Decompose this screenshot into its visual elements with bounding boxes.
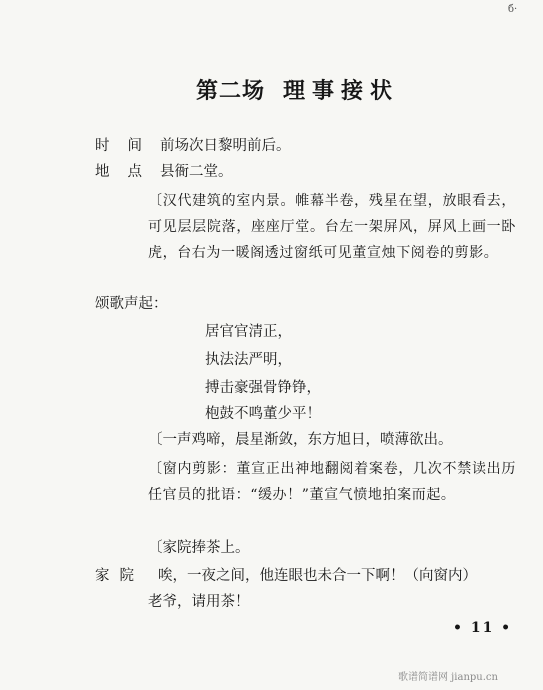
place-text: 县衙二堂。 xyxy=(160,164,233,180)
stage-direction-text: 〔汉代建筑的室内景。帷幕半卷，残星在望，放眼看去，可见层层院落，座座厅堂。台左一架屏风，屏风上画一卧虎，台右为一暖阁透过窗纸可见董宣烛下阅卷的剪影。 xyxy=(148,193,516,261)
scene-title xyxy=(196,74,399,105)
dialogue-text-1: 唉，一夜之间，他连眼也未合一下啊！（向窗内） xyxy=(158,568,477,584)
time-label: 时间 xyxy=(95,138,160,154)
stage-direction-silhouette-text: 〔窗内剪影：董宣正出神地翻阅着案卷，几次不禁读出历任官员的批语：“缓办！”董宣气愤地拍案而起。 xyxy=(148,461,516,503)
time-line xyxy=(95,136,291,156)
page-number: • 11 • xyxy=(453,620,513,636)
corner-mark: б· xyxy=(508,4,518,15)
stage-direction-servant: 〔家院捧茶上。 xyxy=(148,540,250,556)
song-line-1: 居官官清正， xyxy=(205,324,292,340)
song-line-4: 枹鼓不鸣董少平！ xyxy=(205,406,321,422)
song-line-2: 执法法严明， xyxy=(205,352,292,368)
place-line xyxy=(95,162,233,182)
stage-direction-silhouette xyxy=(148,456,516,508)
dialogue-line xyxy=(95,566,477,586)
scene-number: 第二场 xyxy=(196,78,266,104)
dialogue-text-2: 老爷，请用茶！ xyxy=(148,594,250,610)
watermark: 歌谱简谱网 jianpu.cn xyxy=(398,672,498,683)
stage-direction-scene xyxy=(148,188,516,266)
scene-name: 理事接状 xyxy=(283,78,400,104)
speaker-label: 家院 xyxy=(95,568,144,584)
time-text: 前场次日黎明前后。 xyxy=(160,138,291,154)
stage-direction-dawn: 〔一声鸡啼，晨星渐敛，东方旭日，喷薄欲出。 xyxy=(148,432,453,448)
song-line-3: 搏击豪强骨铮铮， xyxy=(205,380,321,396)
place-label: 地点 xyxy=(95,164,160,180)
song-intro: 颂歌声起： xyxy=(95,296,168,312)
